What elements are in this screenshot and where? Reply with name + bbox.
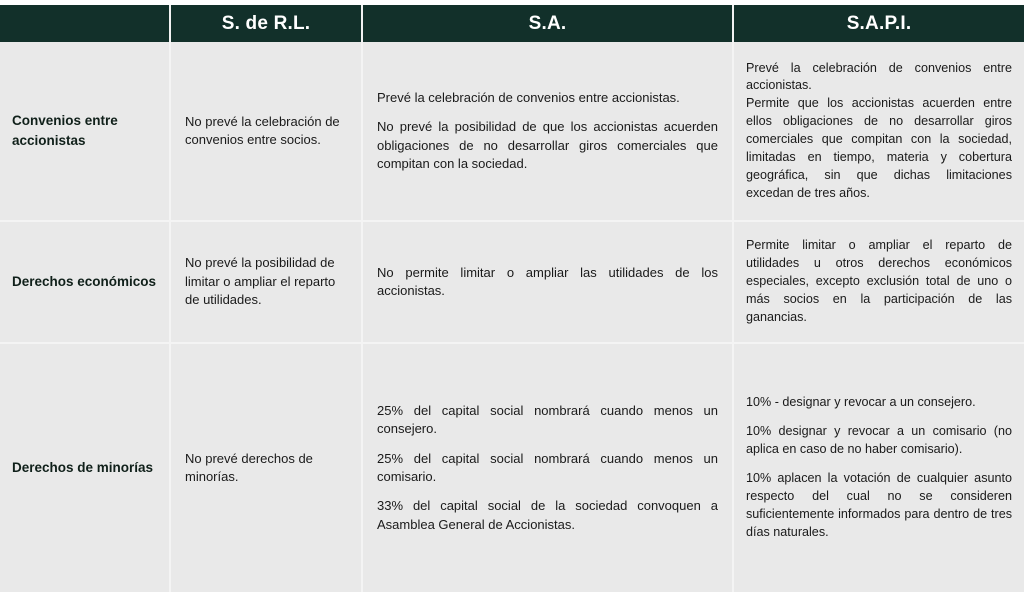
header-row: [0, 5, 1024, 42]
table-header: [0, 5, 1024, 42]
cell-paragraph: Permite que los accionistas acuerden entre ellos obligaciones de no desarrollar giros comerciales que compitan con la sociedad, limitadas en tiempo, materia y cobertura geográfica, sin que dichas limitaciones excedan de tres años.: [746, 96, 1012, 200]
row-topic-derechos-de-minorias: Derechos de minorías: [0, 343, 170, 592]
cell-srl-derechos-minorias: [170, 343, 362, 592]
cell-paragraph: Permite limitar o ampliar el reparto de utilidades u otros derechos económicos especiales, excepto exclusión total de uno o más socios en la participación de las ganancias.: [746, 238, 1012, 324]
cell-paragraph: Prevé la celebración de convenios entre accionistas.: [377, 89, 680, 105]
cell-srl-derechos-economicos: [170, 221, 362, 343]
column-header-srl: S. de R.L.: [170, 5, 362, 42]
cell-sapi-convenios: [733, 42, 1024, 221]
table-body: [0, 42, 1024, 592]
table-row: [0, 221, 1024, 343]
table-row: [0, 42, 1024, 221]
column-header-topic: [0, 5, 170, 42]
cell-paragraph: 25% del capital social nombrará cuando menos un comisario.: [377, 450, 718, 484]
cell-paragraph: 33% del capital social de la sociedad convoquen a Asamblea General de Accionistas.: [377, 498, 718, 532]
column-header-sapi: S.A.P.I.: [733, 5, 1024, 42]
row-topic-derechos-economicos: Derechos económicos: [0, 221, 170, 343]
cell-sa-derechos-minorias: [362, 343, 733, 592]
cell-sa-derechos-economicos: [362, 221, 733, 343]
cell-paragraph: No prevé derechos de minorías.: [185, 450, 313, 484]
cell-paragraph: No prevé la posibilidad de limitar o ampliar el reparto de utilidades.: [185, 255, 336, 308]
cell-srl-convenios: [170, 42, 362, 221]
cell-sa-convenios: [362, 42, 733, 221]
cell-paragraph: No prevé la celebración de convenios entre socios.: [185, 113, 340, 147]
cell-paragraph: No permite limitar o ampliar las utilidades de los accionistas.: [377, 264, 718, 298]
cell-paragraph: No prevé la posibilidad de que los accionistas acuerden obligaciones de no desarrollar giros comerciales que compitan con la sociedad.: [377, 119, 718, 171]
cell-paragraph: 10% aplacen la votación de cualquier asunto respecto del cual no se consideren suficientemente informados para dentro de tres días naturales.: [746, 471, 1012, 539]
column-header-sa: S.A.: [362, 5, 733, 42]
comparison-table: [0, 5, 1024, 592]
row-topic-convenios-entre-accionistas: Convenios entre accionistas: [0, 42, 170, 221]
table-row: [0, 343, 1024, 592]
cell-paragraph: 25% del capital social nombrará cuando menos un consejero.: [377, 402, 718, 437]
cell-paragraph: 10% - designar y revocar a un consejero.: [746, 395, 976, 410]
cell-paragraph: Prevé la celebración de convenios entre accionistas.: [746, 60, 1012, 93]
cell-paragraph: 10% designar y revocar a un comisario (no aplica en caso de no haber comisario).: [746, 424, 1012, 457]
cell-sapi-derechos-economicos: [733, 221, 1024, 343]
cell-sapi-derechos-minorias: [733, 343, 1024, 592]
